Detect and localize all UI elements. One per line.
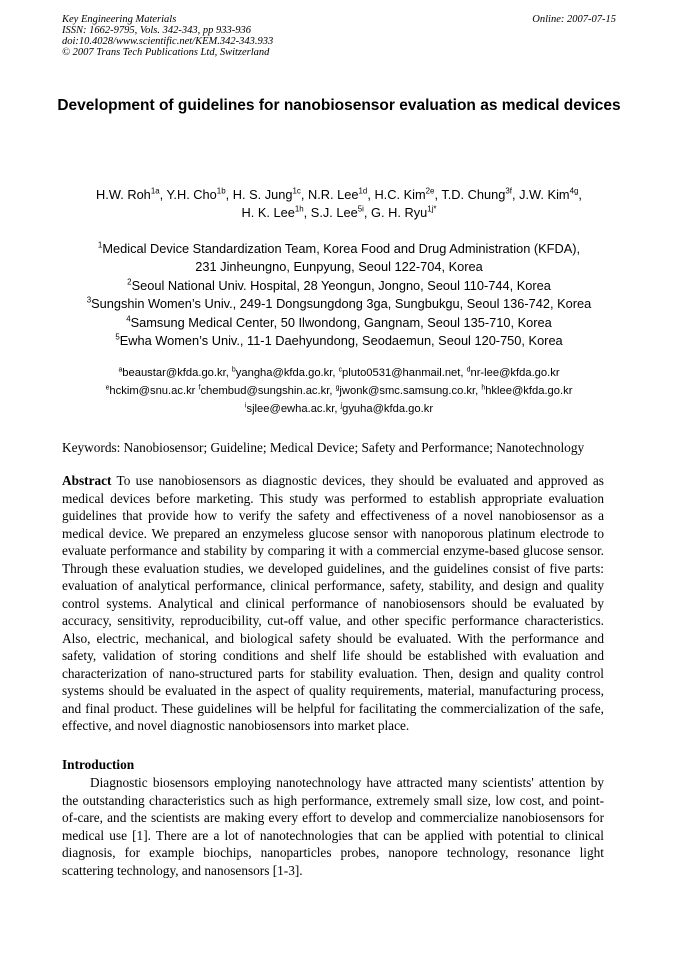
email-superscript: d [466,366,471,374]
affiliation-text: Medical Device Standardization Team, Korea Food and Drug Administration (KFDA), [102,241,581,256]
email-address: chembud@sungshin.ac.kr [200,385,330,397]
email-superscript: a [118,366,123,374]
email-line: $^e$hckim@snu.ac.kr $^f$chembud@sungshin.ac.kr, $^g$jwonk@smc.samsung.co.kr, $^h$hklee@kfda.go.kr [105,384,573,397]
email-list [40,364,638,418]
author-list: H.W. Roh$^{1a}$, Y.H. Cho$^{1b}$, H. S. Jung$^{1c}$, N.R. Lee$^{1d}$, H.C. Kim$^{2e}$, T.D. Chung$^{3f}$, J.W. Kim$^{4g}$, H. K. Lee$^{1h}$, S.J. Lee$^{5i}$, G. H. Ryu$^{1j*}$ [96,186,582,220]
affiliation-text: 231 Jinheungno, Eunpyung, Seoul 122-704, Korea [195,259,483,275]
author-name: H.C. Kim [374,187,426,202]
author-name: H. K. Lee [241,205,295,220]
affiliation-line [40,240,638,258]
author-name: N.R. Lee [307,187,359,202]
author-superscript: 1d [358,186,368,196]
email-line: $^i$sjlee@ewha.ac.kr, $^j$gyuha@kfda.go.kr [244,402,434,415]
affiliation-text: Sungshin Women’s Univ., 249-1 Dongsungdong 3ga, Sungbukgu, Seoul 136-742, Korea [91,296,592,312]
abstract-text: To use nanobiosensors as diagnostic devices, they should be evaluated and approved as medical devices before marketing. This study was performed to establish appropriate evaluation guidelines that provide how to verify the safety and effectiveness of a novel nanobiosensor as a medical device. We prepared an enzymeless glucose sensor with nanoporous platinum electrode to evaluate performance and stability by comparing it with a commercial enzyme-based glucose sensor. Through these evaluation studies, we developed guidelines, and the guidelines consist of five parts: evaluation of analytical performance, clinical performance, safety, stability, and design and quality control systems. Analytical and clinical performance of nanobiosensors should be evaluated by accuracy, sensitivity, reproducibility, cut-off value, and other specific performance characteristics. Also, electric, mechanical, and biological safety should be evaluated. With the performance and safety, validation of storing conditions and shelf life should be established with evaluation and characterization of nano-structured parts for stability evaluation. Then, design and quality control systems should be evaluated in the aspect of quality requirements, material, manufacturing process, and final product. These guidelines will be helpful for facilitating the commercialization of the safe, effective, and novel diagnostic nanobiosensors into market place. [62,473,604,733]
email-address: gyuha@kfda.go.kr [342,403,434,415]
abstract [62,472,604,735]
author-name: T.D. Chung [441,187,506,202]
author-superscript: 1c [292,186,301,196]
email-address: jwonk@smc.samsung.co.kr [339,385,476,397]
author-superscript: 2e [425,186,435,196]
journal-header [62,14,616,58]
affiliation-superscript: 2 [127,277,132,287]
author-name: G. H. Ryu [371,205,428,220]
author-name: H. S. Jung [232,187,293,202]
email-address: pluto0531@hanmail.net [342,367,461,379]
abstract-label: Abstract [62,473,112,488]
email-superscript: g [335,384,340,392]
copyright-line: © 2007 Trans Tech Publications Ltd, Switzerland [62,47,270,58]
author-superscript: 1j* [427,204,437,214]
email-address: sjlee@ewha.ac.kr [246,403,335,415]
affiliation-superscript: 4 [126,314,131,324]
affiliation-line [40,258,638,276]
issn-line: ISSN: 1662-9795, Vols. 342-343, pp 933-936 [62,25,251,36]
journal-name: Key Engineering Materials [62,14,177,25]
paper-title: Development of guidelines for nanobiosensor evaluation as medical devices [57,97,621,114]
email-address: yangha@kfda.go.kr [235,367,333,379]
doi-line: doi:10.4028/www.scientific.net/KEM.342-343.933 [62,36,274,47]
email-address: hckim@snu.ac.kr [109,385,196,397]
affiliation-text: Ewha Women’s Univ., 11-1 Daehyundong, Seodaemun, Seoul 120-750, Korea [119,333,563,349]
online-date: Online: 2007-07-15 [532,14,616,25]
affiliation-superscript: 3 [86,295,92,305]
affiliation-text: Seoul National Univ. Hospital, 28 Yeongun, Jongno, Seoul 110-744, Korea [131,277,551,293]
email-superscript: h [481,384,486,392]
affiliation-line [40,314,638,332]
email-address: hklee@kfda.go.kr [485,385,573,397]
affiliation-superscript: 1 [97,240,103,250]
author-superscript: 3f [505,186,512,196]
author-superscript: 1h [294,204,304,214]
email-superscript: b [231,366,236,374]
email-superscript: i [244,402,247,410]
author-name: Y.H. Cho [166,187,217,202]
affiliation-line [40,332,638,350]
keywords: Keywords: Nanobiosensor; Guideline; Medical Device; Safety and Performance; Nanotechnology [62,440,585,455]
author-name: S.J. Lee [310,205,358,220]
email-superscript: e [105,384,110,392]
author-name: J.W. Kim [519,187,570,202]
author-name: H.W. Roh [96,187,151,202]
email-line: $^a$beaustar@kfda.go.kr, $^b$yangha@kfda.go.kr, $^c$pluto0531@hanmail.net, $^d$nr-lee@kfda.go.kr [118,366,560,379]
author-superscript: 1b [216,186,226,196]
affiliation-text: Samsung Medical Center, 50 Ilwondong, Gangnam, Seoul 135-710, Korea [130,314,552,330]
email-superscript: c [338,366,343,374]
author-superscript: 5i [357,204,364,214]
introduction-heading: Introduction [62,757,135,772]
affiliation-line [40,277,638,295]
introduction-text: Diagnostic biosensors employing nanotechnology have attracted many scientists' attention by the outstanding characteristics such as high performance, extremely small size, low cost, and point-of-care, and the scientists are making every effort to develop and commercialize nanobiosensors for medical use [1]. There are a lot of nanotechnologies that can be applied with potential to clinical diagnosis, for example biochips, nanoparticles probes, nanopore technology, resonance light scattering technology, and nanosensors [1-3]. [62,775,604,878]
affiliation-superscript: 5 [115,332,120,342]
author-superscript: 1a [150,186,160,196]
affiliation-list [40,240,638,350]
email-superscript: f [198,384,201,392]
author-superscript: 4g [569,186,579,196]
affiliation-line [40,295,638,313]
email-address: beaustar@kfda.go.kr [122,367,226,379]
email-address: nr-lee@kfda.go.kr [470,367,560,379]
email-superscript: j [340,402,343,410]
